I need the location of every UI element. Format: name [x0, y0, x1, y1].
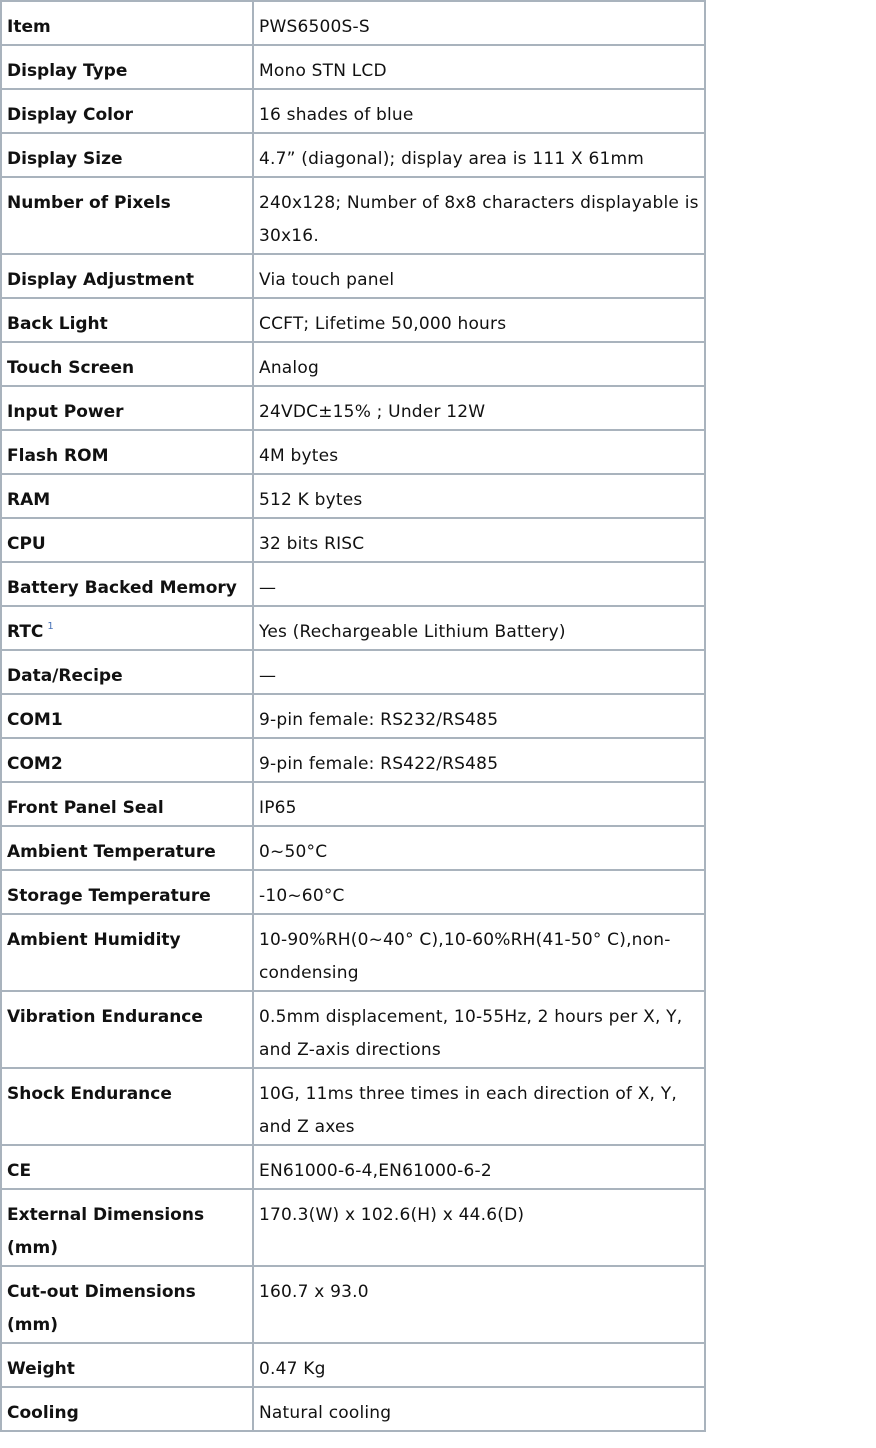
spec-value: 4M bytes	[253, 430, 705, 474]
spec-key: Shock Endurance	[1, 1068, 253, 1145]
table-row	[1, 694, 705, 738]
spec-value: Natural cooling	[253, 1387, 705, 1431]
table-row	[1, 430, 705, 474]
spec-value: -10~60°C	[253, 870, 705, 914]
table-row	[1, 1266, 705, 1343]
table-row	[1, 1387, 705, 1431]
table-row	[1, 870, 705, 914]
table-row	[1, 1, 705, 45]
spec-key: Vibration Endurance	[1, 991, 253, 1068]
table-row	[1, 1343, 705, 1387]
table-row	[1, 474, 705, 518]
table-row	[1, 1189, 705, 1266]
table-row	[1, 1068, 705, 1145]
spec-value: 0.5mm displacement, 10-55Hz, 2 hours per X, Y, and Z-axis directions	[253, 991, 705, 1068]
spec-value: PWS6500S-S	[253, 1, 705, 45]
table-row	[1, 177, 705, 254]
table-row	[1, 991, 705, 1068]
spec-key: COM1	[1, 694, 253, 738]
table-row	[1, 606, 705, 650]
spec-value: Yes (Rechargeable Lithium Battery)	[253, 606, 705, 650]
spec-value: Analog	[253, 342, 705, 386]
table-row	[1, 386, 705, 430]
table-row	[1, 650, 705, 694]
spec-value: EN61000-6-4,EN61000-6-2	[253, 1145, 705, 1189]
table-row	[1, 45, 705, 89]
spec-value: IP65	[253, 782, 705, 826]
table-row	[1, 782, 705, 826]
table-row	[1, 89, 705, 133]
spec-key: Input Power	[1, 386, 253, 430]
spec-key: Touch Screen	[1, 342, 253, 386]
table-row	[1, 298, 705, 342]
spec-key: Weight	[1, 1343, 253, 1387]
spec-value: 240x128; Number of 8x8 characters displayable is 30x16.	[253, 177, 705, 254]
spec-value: 10G, 11ms three times in each direction of X, Y, and Z axes	[253, 1068, 705, 1145]
spec-key: Display Type	[1, 45, 253, 89]
footnote-link[interactable]: 1	[47, 621, 54, 632]
spec-value: 32 bits RISC	[253, 518, 705, 562]
spec-key: Display Size	[1, 133, 253, 177]
spec-key: Display Color	[1, 89, 253, 133]
table-row	[1, 518, 705, 562]
spec-key: RAM	[1, 474, 253, 518]
spec-key: Storage Temperature	[1, 870, 253, 914]
spec-value: 9-pin female: RS422/RS485	[253, 738, 705, 782]
spec-key: Data/Recipe	[1, 650, 253, 694]
spec-key: Front Panel Seal	[1, 782, 253, 826]
table-row	[1, 826, 705, 870]
spec-value: —	[253, 650, 705, 694]
spec-value: —	[253, 562, 705, 606]
spec-key: Display Adjustment	[1, 254, 253, 298]
table-row	[1, 562, 705, 606]
spec-key: Item	[1, 1, 253, 45]
spec-key: External Dimensions (mm)	[1, 1189, 253, 1266]
spec-value: Via touch panel	[253, 254, 705, 298]
spec-key: Ambient Temperature	[1, 826, 253, 870]
table-row	[1, 738, 705, 782]
spec-value: 0~50°C	[253, 826, 705, 870]
table-row	[1, 342, 705, 386]
spec-value: 160.7 x 93.0	[253, 1266, 705, 1343]
spec-value: Mono STN LCD	[253, 45, 705, 89]
spec-value: 24VDC±15% ; Under 12W	[253, 386, 705, 430]
spec-value: 170.3(W) x 102.6(H) x 44.6(D)	[253, 1189, 705, 1266]
spec-key-rtc	[1, 606, 253, 650]
spec-key: Ambient Humidity	[1, 914, 253, 991]
spec-value: 16 shades of blue	[253, 89, 705, 133]
spec-key: CPU	[1, 518, 253, 562]
spec-value: 9-pin female: RS232/RS485	[253, 694, 705, 738]
spec-key: CE	[1, 1145, 253, 1189]
table-row	[1, 914, 705, 991]
spec-key: Cut-out Dimensions (mm)	[1, 1266, 253, 1343]
spec-value: 512 K bytes	[253, 474, 705, 518]
spec-key: Number of Pixels	[1, 177, 253, 254]
spec-value: 4.7” (diagonal); display area is 111 X 61mm	[253, 133, 705, 177]
spec-key: Flash ROM	[1, 430, 253, 474]
spec-value: CCFT; Lifetime 50,000 hours	[253, 298, 705, 342]
table-row	[1, 133, 705, 177]
spec-value: 0.47 Kg	[253, 1343, 705, 1387]
spec-key: COM2	[1, 738, 253, 782]
spec-value: 10-90%RH(0~40° C),10-60%RH(41-50° C),non-condensing	[253, 914, 705, 991]
spec-key: Back Light	[1, 298, 253, 342]
table-row	[1, 1145, 705, 1189]
spec-key: Cooling	[1, 1387, 253, 1431]
spec-key-label: RTC	[7, 622, 44, 642]
spec-key: Battery Backed Memory	[1, 562, 253, 606]
table-row	[1, 254, 705, 298]
